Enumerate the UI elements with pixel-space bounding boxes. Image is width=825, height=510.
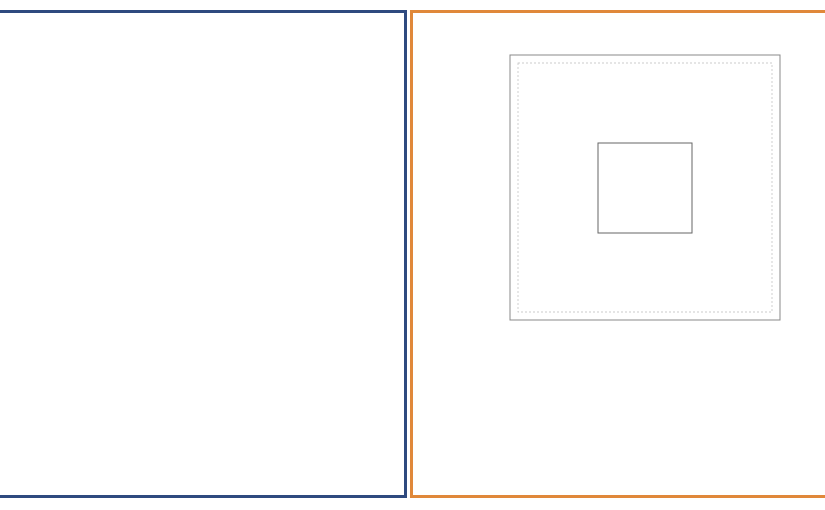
new-theory-panel xyxy=(410,10,825,498)
bcs-theory-panel xyxy=(0,10,407,498)
cooper-pairs-diagram xyxy=(0,13,407,498)
loop-current-grid xyxy=(413,13,825,498)
